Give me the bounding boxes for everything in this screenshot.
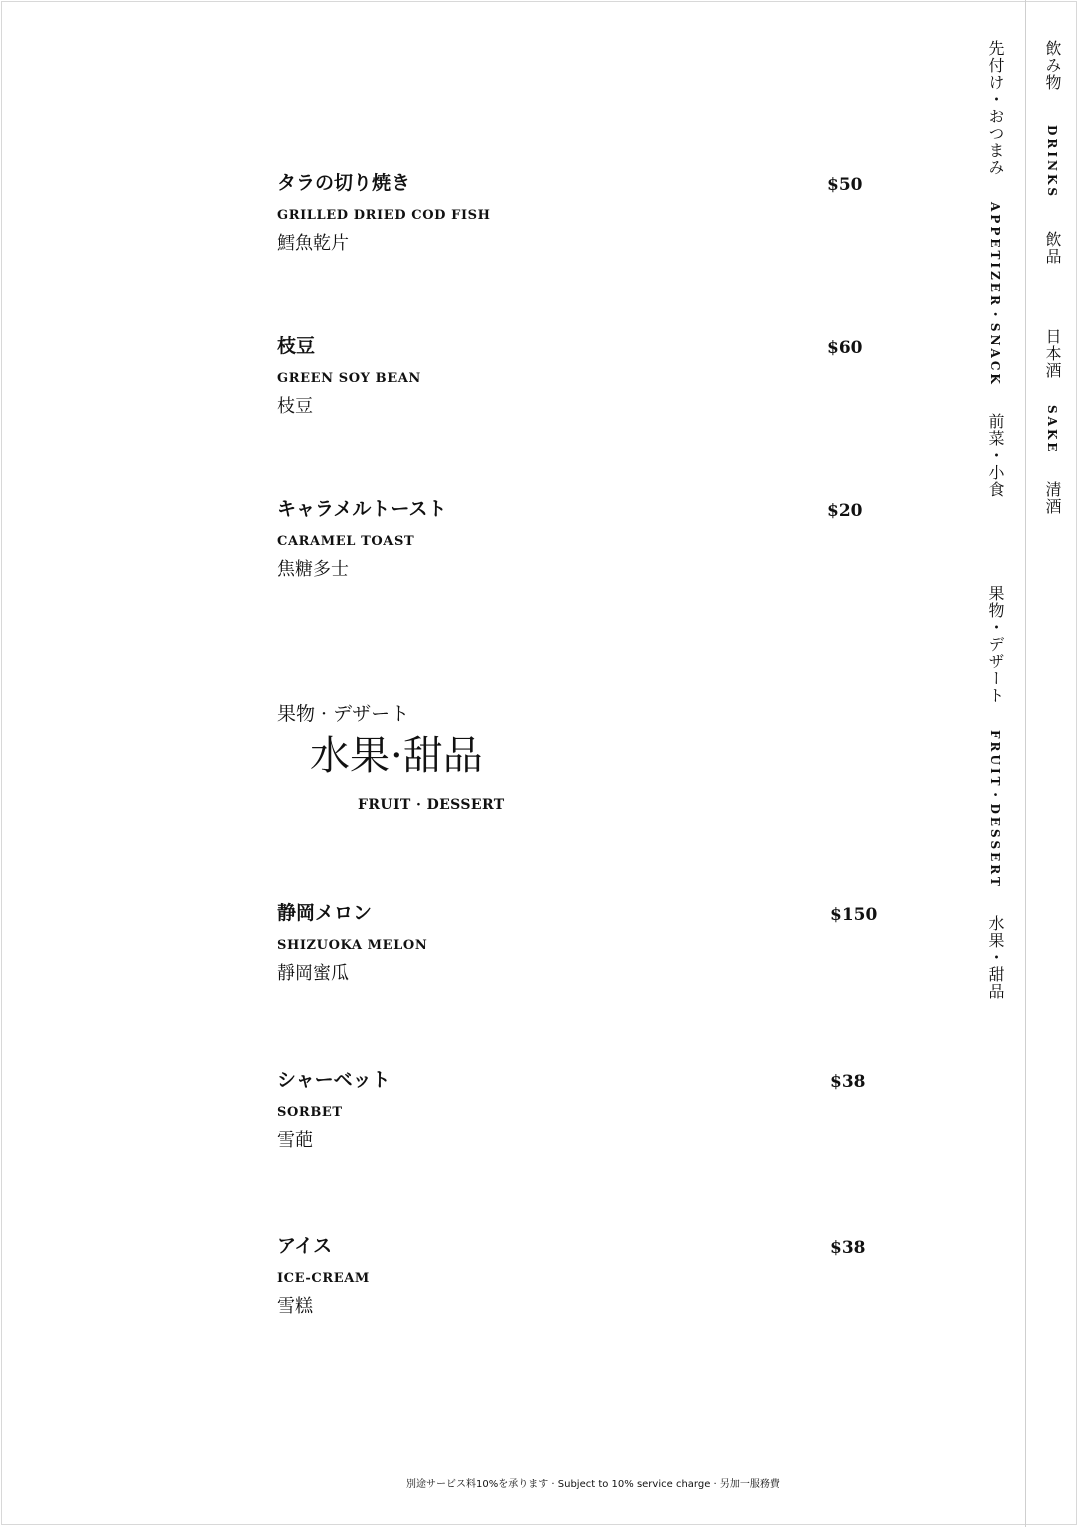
item-name-zh: 雪葩 [277, 1130, 313, 1151]
item-name-zh: 焦糖多士 [277, 559, 349, 580]
tab-fruit-en: FRUIT・DESSERT [988, 730, 1002, 890]
item-name-en: GREEN SOY BEAN [277, 371, 421, 386]
tab-sake-en: SAKE [1045, 405, 1059, 455]
tab-appetizer-en: APPETIZER・SNACK [988, 202, 1002, 387]
tab-sake-jp: 日本酒 [1043, 328, 1062, 379]
service-charge-note: 別途サービス料10%を承ります · Subject to 10% service charge · 另加一服務費 [406, 1479, 780, 1490]
item-name-en: SORBET [277, 1105, 343, 1120]
item-name-en: GRILLED DRIED COD FISH [277, 208, 491, 223]
tab-drinks[interactable] [1044, 40, 1060, 265]
tab-drinks-zh: 飲品 [1043, 231, 1062, 266]
item-price: $60 [827, 338, 863, 358]
item-name-jp: タラの切り焼き [277, 172, 411, 194]
tab-drinks-en: DRINKS [1045, 125, 1059, 200]
tab-fruit[interactable] [987, 585, 1003, 1000]
tab-sake[interactable] [1044, 328, 1060, 515]
item-name-en: ICE-CREAM [277, 1271, 370, 1286]
item-name-jp: アイス [277, 1235, 333, 1257]
menu-item [277, 500, 877, 579]
item-name-jp: 枝豆 [277, 335, 316, 357]
tab-drinks-jp: 飲み物 [1043, 40, 1062, 91]
menu-item [277, 337, 877, 416]
item-name-en: CARAMEL TOAST [277, 534, 415, 549]
tab-divider [1025, 0, 1026, 1527]
item-name-jp: 静岡メロン [277, 902, 373, 924]
item-name-zh: 靜岡蜜瓜 [277, 963, 349, 984]
item-name-zh: 枝豆 [277, 396, 313, 417]
item-name-zh: 雪糕 [277, 1296, 313, 1317]
tab-appetizer[interactable] [987, 40, 1003, 498]
item-name-en: SHIZUOKA MELON [277, 938, 428, 953]
item-price: $150 [830, 905, 878, 925]
item-name-jp: キャラメルトースト [277, 498, 447, 520]
tab-fruit-jp: 果物・デザート [986, 585, 1005, 704]
item-price: $38 [830, 1072, 866, 1092]
item-price: $38 [830, 1238, 866, 1258]
item-price: $50 [827, 175, 863, 195]
item-price: $20 [827, 501, 863, 521]
menu-item [277, 904, 877, 983]
menu-item [277, 1071, 877, 1150]
tab-fruit-zh: 水果・甜品 [986, 915, 1005, 1001]
section-title-en: FRUIT · DESSERT [358, 797, 505, 813]
menu-item [277, 1237, 877, 1316]
tab-sake-zh: 清酒 [1043, 480, 1062, 515]
section-title-zh: 水果·甜品 [310, 733, 483, 779]
menu-item [277, 174, 877, 253]
item-name-jp: シャーベット [277, 1069, 391, 1091]
tab-appetizer-zh: 前菜・小食 [986, 413, 1005, 499]
item-name-zh: 鱈魚乾片 [277, 233, 349, 254]
tab-appetizer-jp: 先付け・おつまみ [986, 40, 1005, 176]
section-title-jp: 果物 · デザート [277, 703, 410, 725]
